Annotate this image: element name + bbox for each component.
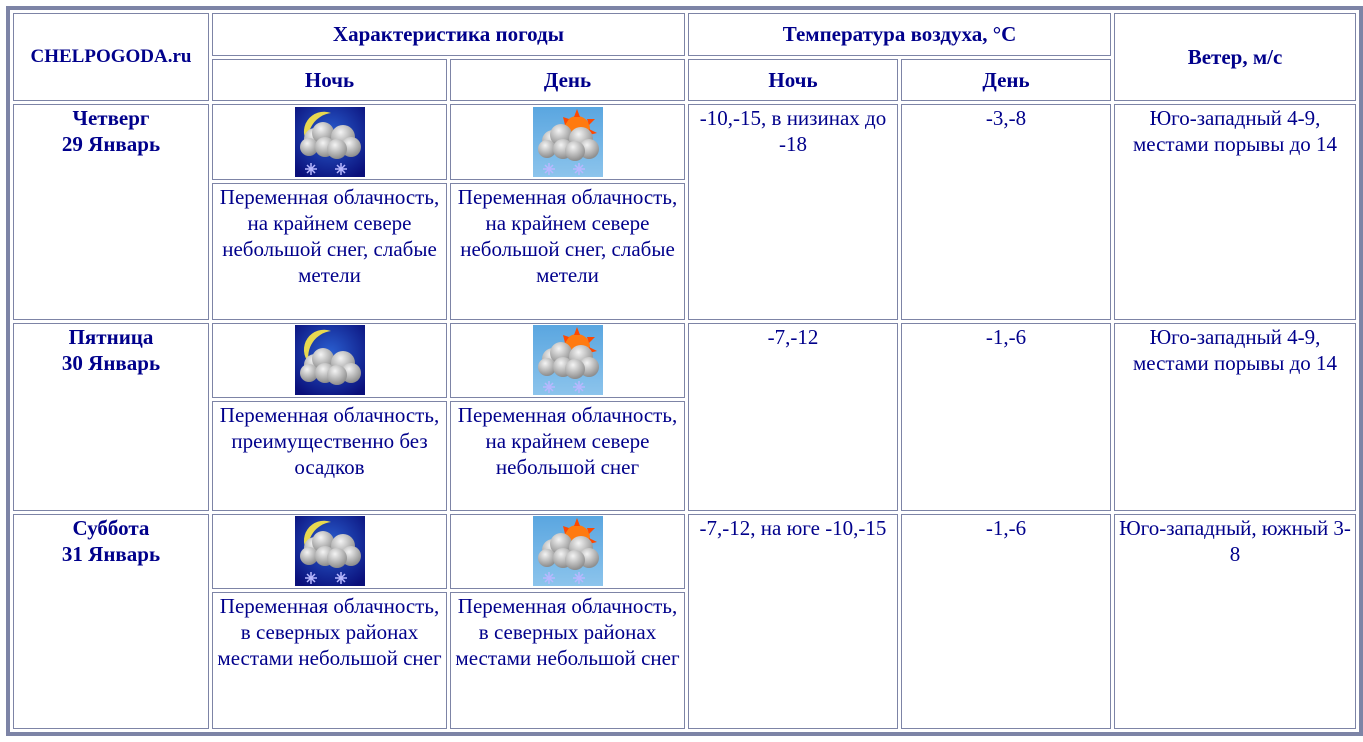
temp-night-header: Ночь: [688, 59, 898, 102]
night-description: Переменная облачность, в северных районах местами небольшой снег: [212, 592, 447, 729]
forecast-table: [6, 6, 1363, 736]
night-description: Переменная облачность, преимущественно без осадков: [212, 401, 447, 511]
wind-value: Юго-западный, южный 3-8: [1114, 514, 1356, 729]
day-label: [13, 323, 209, 511]
brand-header: CHELPOGODA.ru: [13, 13, 209, 101]
moon-cloud-icon: [295, 325, 365, 395]
wind-header: Ветер, м/с: [1114, 13, 1356, 101]
sun-cloud-snow-icon: [533, 516, 603, 586]
temp-day-value: -3,-8: [901, 104, 1111, 319]
wind-value: Юго-западный 4-9, местами порывы до 14: [1114, 323, 1356, 511]
weather-day-header: День: [450, 59, 685, 102]
weather-group-header: Характеристика погоды: [212, 13, 685, 56]
day-description: Переменная облачность, в северных районах местами небольшой снег: [450, 592, 685, 729]
temp-day-header: День: [901, 59, 1111, 102]
temp-night-value: -7,-12: [688, 323, 898, 511]
weekday: Пятница: [68, 324, 154, 349]
date: 31 Январь: [61, 541, 161, 566]
day-label: [13, 104, 209, 319]
temp-night-value: -7,-12, на юге -10,-15: [688, 514, 898, 729]
day-label: [13, 514, 209, 729]
weekday: Суббота: [72, 515, 150, 540]
temperature-group-header: Температура воздуха, °С: [688, 13, 1111, 56]
temp-night-value: -10,-15, в низинах до -18: [688, 104, 898, 319]
day-description: Переменная облачность, на крайнем севере небольшой снег, слабые метели: [450, 183, 685, 320]
weekday: Четверг: [72, 106, 150, 131]
date: 29 Январь: [61, 132, 161, 157]
sun-cloud-snow-icon: [533, 325, 603, 395]
night-description: Переменная облачность, на крайнем севере небольшой снег, слабые метели: [212, 183, 447, 320]
day-description: Переменная облачность, на крайнем севере небольшой снег: [450, 401, 685, 511]
sun-cloud-snow-icon: [533, 107, 603, 177]
moon-cloud-snow-icon: [295, 516, 365, 586]
wind-value: Юго-западный 4-9, местами порывы до 14: [1114, 104, 1356, 319]
weather-night-header: Ночь: [212, 59, 447, 102]
moon-cloud-snow-icon: [295, 107, 365, 177]
temp-day-value: -1,-6: [901, 323, 1111, 511]
date: 30 Январь: [61, 350, 161, 375]
temp-day-value: -1,-6: [901, 514, 1111, 729]
